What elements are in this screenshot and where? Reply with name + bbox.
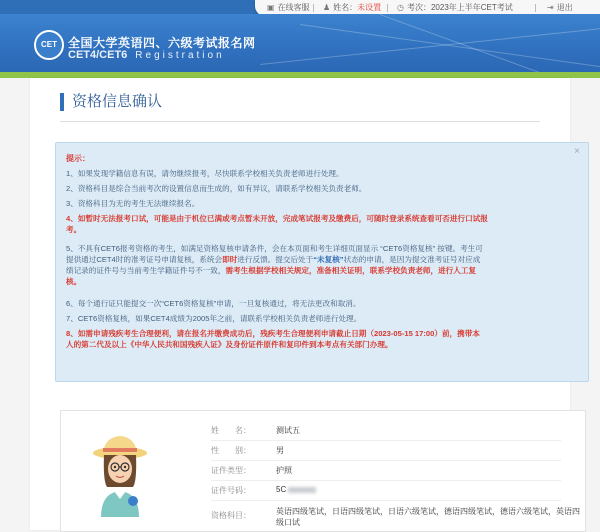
notice-item-4: 4、如暂时无法报考口试，可能是由于机位已满或考点暂未开放，完成笔试报考及缴费后，可随时登录系统查看可否进行口试报 考。 xyxy=(66,214,488,234)
site-subtitle: CET4/CET6 Registration xyxy=(68,49,225,61)
cet-logo[interactable]: CET xyxy=(34,30,64,60)
profile-card: 姓 名： 测试五 性 别： 男 证件类型： 护照 证件号码： 5C 资格科目： 英语四级笔试，日语四级笔试，日语六级笔试，德语四级笔试，德语六级笔试，英语四 级口试 xyxy=(60,410,586,532)
row-divider xyxy=(211,440,561,441)
notice-item-3: 3、资格科目为无的考生无法继续报名。 xyxy=(66,199,200,208)
close-icon[interactable]: × xyxy=(574,146,580,157)
site-header xyxy=(0,14,600,78)
notice-item-7: 7、CET6资格复核，如果CET4成绩为2005年之前，请联系学校相关负责老师进行处理。 xyxy=(66,314,362,323)
user-name: ♟ 姓名：未设置 xyxy=(323,0,381,16)
notice-item-8: 8、如需申请残疾考生合理便利，请在报名并缴费成功后，残疾考生合理便利申请截止日期（2023-05-15 17:00）前，携带本 人的第二代及以上《中华人民共和国残疾人证》及身份证件原件和复印件到本考点有关部门办理。 xyxy=(66,329,480,349)
divider xyxy=(313,4,314,12)
page-title: 资格信息确认 xyxy=(60,93,162,111)
notice-item-2: 2、资格科目是综合当前考次的设置信息而生成的，如有异议，请联系学校相关负责老师。 xyxy=(66,184,367,193)
logout-link[interactable]: ⇥ 退出 xyxy=(547,0,573,16)
online-help-link[interactable]: ▣ 在线客服 xyxy=(267,0,310,16)
notice-box xyxy=(55,142,589,382)
divider xyxy=(535,4,536,12)
chat-icon: ▣ xyxy=(267,3,275,12)
exam-session: ◷ 考次：2023年上半年CET考试 xyxy=(397,0,513,16)
user-icon: ♟ xyxy=(323,3,331,12)
decor-line xyxy=(380,14,600,78)
row-divider xyxy=(211,460,561,461)
logout-icon: ⇥ xyxy=(547,3,554,12)
site-title: 全国大学英语四、六级考试报名网 xyxy=(68,36,256,50)
divider xyxy=(387,4,388,12)
masked-id xyxy=(288,487,316,493)
notice-item-1: 1、如果发现学籍信息有误，请勿继续报考，尽快联系学校相关负责老师进行处理。 xyxy=(66,169,344,178)
clock-icon: ◷ xyxy=(397,3,404,12)
avatar xyxy=(91,431,149,517)
notice-heading: 提示： xyxy=(66,154,90,163)
title-divider xyxy=(60,121,540,122)
notice-item-6: 6、每个通行证只能提交一次“CET6资格复核”申请，一旦复核通过，将无法更改和取消。 xyxy=(66,299,361,308)
row-divider xyxy=(211,480,561,481)
main-panel xyxy=(30,78,580,530)
row-divider xyxy=(211,500,561,501)
notice-item-5: 5、不具有CET6报考资格的考生，如满足资格复核申请条件，会在本页面和考生详细页面显示 “CET6资格复核” 按键。考生可 提供通过CET4时的准考证号申请复核，系统会即时进行反馈。提交后处于“未复核”状态的申请，是因为提交准考证号对应成 绩记录的证件号与当前考生学籍证件号不一致，需考生根据学校相关规定，准备相关证明，联系学校负责老师，进行人工复 核。 xyxy=(66,244,483,286)
